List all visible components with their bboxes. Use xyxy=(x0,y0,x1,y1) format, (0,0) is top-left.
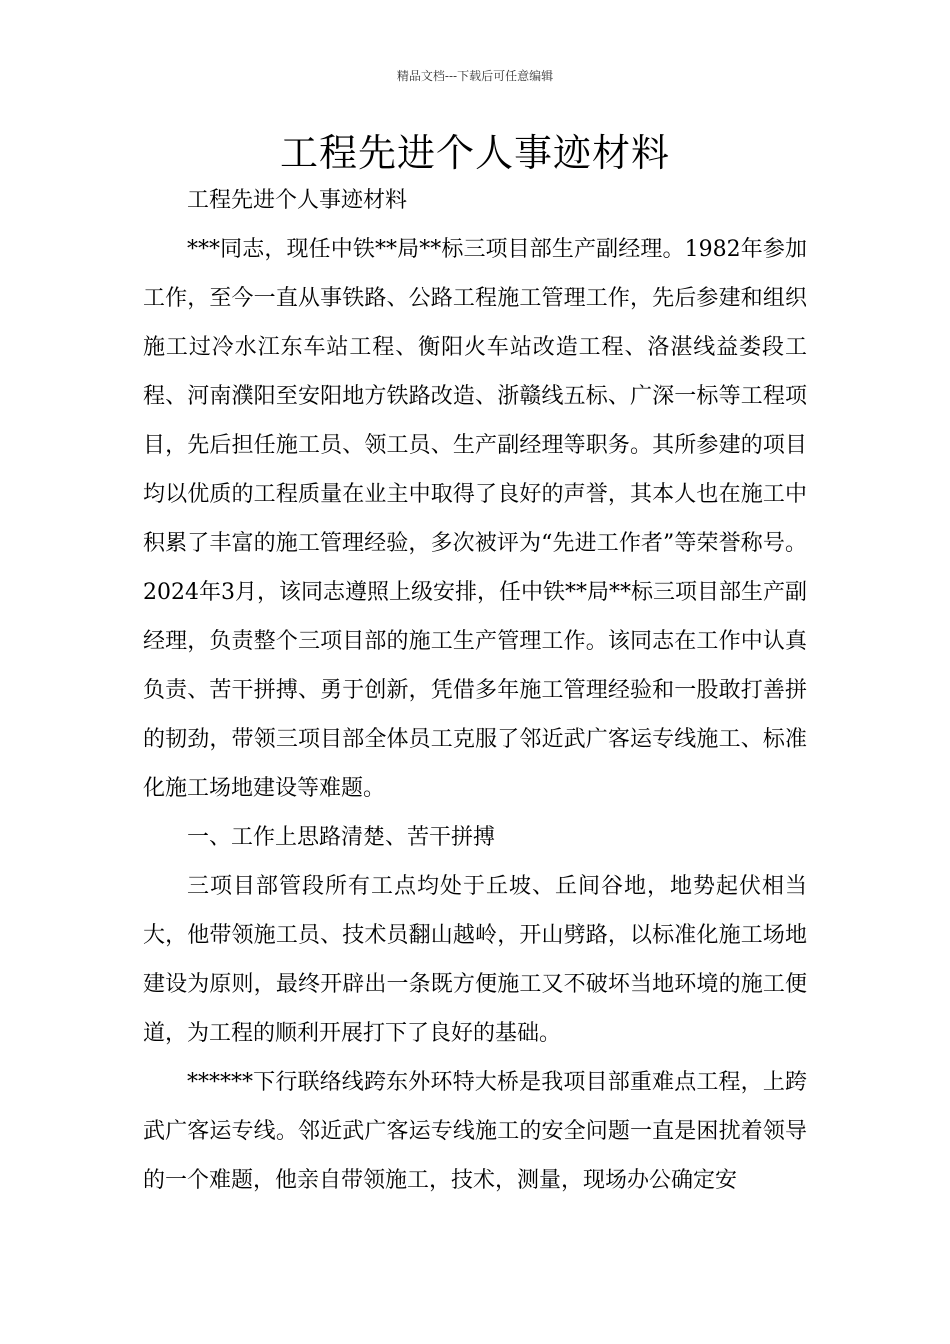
document-body xyxy=(143,176,807,1205)
paragraph-section-1: 三项目部管段所有工点均处于丘坡、丘间谷地，地势起伏相当大，他带领施工员、技术员翻山越岭，开山劈路，以标准化施工场地建设为原则，最终开辟出一条既方便施工又不破坏当地环境的施工便道，为工程的顺利开展打下了良好的基础。 xyxy=(143,874,807,1046)
paragraph-intro: ***同志，现任中铁**局**标三项目部生产副经理。1982年参加工作，至今一直从事铁路、公路工程施工管理工作，先后参建和组织施工过冷水江东车站工程、衡阳火车站改造工程、洛湛线益娄段工程、河南濮阳至安阳地方铁路改造、浙赣线五标、广深一标等工程项目，先后担任施工员、领工员、生产副经理等职务。其所参建的项目均以优质的工程质量在业主中取得了良好的声誉，其本人也在施工中积累了丰富的施工管理经验，多次被评为“先进工作者”等荣誉称号。2024年3月，该同志遵照上级安排，任中铁**局**标三项目部生产副经理，负责整个三项目部的施工生产管理工作。该同志在工作中认真负责、苦干拼搏、勇于创新，凭借多年施工管理经验和一股敢打善拼的韧劲，带领三项目部全体员工克服了邻近武广客运专线施工、标准化施工场地建设等难题。 xyxy=(143,237,807,801)
header-note: 精品文档---下载后可任意编辑 xyxy=(396,69,554,83)
paragraph-bridge: ******下行联络线跨东外环特大桥是我项目部重难点工程，上跨武广客运专线。邻近武广客运专线施工的安全问题一直是困扰着领导的一个难题，他亲自带领施工，技术，测量，现场办公确定安 xyxy=(143,1070,807,1193)
paragraph-subtitle: 工程先进个人事迹材料 xyxy=(187,188,408,213)
document-title: 工程先进个人事迹材料 xyxy=(279,131,670,175)
section-heading-1: 一、工作上思路清楚、苦干拼搏 xyxy=(187,825,496,850)
